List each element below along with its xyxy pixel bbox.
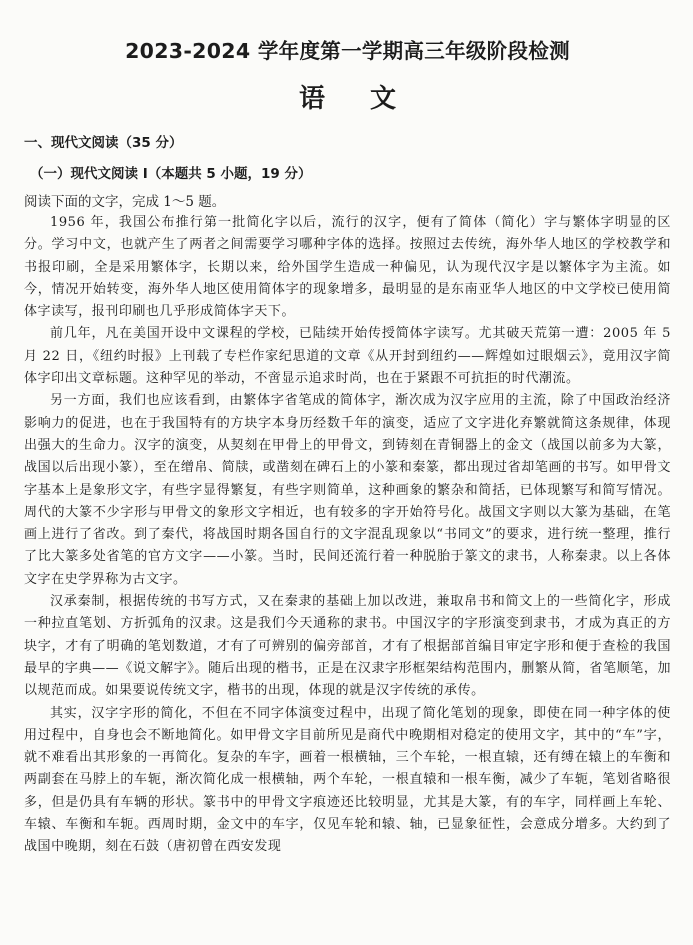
passage-paragraph-3: 另一方面，我们也应该看到，由繁体字省笔成的简体字，渐次成为汉字应用的主流，除了中国政治经济影响力的促进，也在于我国特有的方块字本身历经数千年的演变，适应了文字进化弃繁就简这条规律，体现出强大的生命力。汉字的演变，从契刻在甲骨上的甲骨文，到铸刻在青铜器上的金文（战国以前多为大篆，战国以后出现小篆），至在缯帛、简牍，或凿刻在碑石上的小篆和秦篆，都出现过省却笔画的书写。如甲骨文字基本上是象形文字，有些字显得繁复，有些字则简单，这种画象的繁杂和简括，已体现繁写和简写情况。周代的大篆不少字形与甲骨文的象形文字相近，也有较多的字开始符号化。战国文字则以大篆为基础，在笔画上进行了省改。到了秦代，将战国时期各国自行的文字混乱现象以“书同文”的要求，进行统一整理，推行了比大篆多处省笔的官方文字——小篆。当时，民间还流行着一种脱胎于篆文的隶书，人称秦隶。以上各体文字在史学界称为古文字。 — [24, 393, 671, 587]
passage-paragraph-1: 1956 年，我国公布推行第一批简化字以后，流行的汉字，便有了简体（简化）字与繁体字明显的区分。学习中文，也就产生了两者之间需要学习哪种字体的选择。按照过去传统，海外华人地区的学校教学和书报印刷，全是采用繁体字，长期以来，给外国学生造成一种偏见，认为现代汉字是以繁体字为主流。如今，情况开始转变，海外华人地区使用简体字的现象增多，最明显的是东南亚华人地区的中文学校已使用简体字读写，报刊印刷也几乎形成简体字天下。 — [24, 215, 671, 320]
subsection-heading: （一）现代文阅读 I（本题共 5 小题，19 分） — [30, 166, 312, 182]
section-heading: 一、现代文阅读（35 分） — [24, 135, 183, 151]
passage-paragraph-5: 其实，汉字字形的简化，不但在不同字体演变过程中，出现了简化笔划的现象，即使在同一种字体的使用过程中，自身也会不断地简化。如甲骨文字目前所见是商代中晚期相对稳定的使用文字，其中的“车”字，就不难看出其形象的一再简化。复杂的车字，画着一根横轴，三个车轮，一根直辕，还有缚在辕上的车衡和两副套在马脖上的车轭，渐次简化成一根横轴，两个车轮，一根直辕和一根车衡，减少了车轭，笔划省略很多，但是仍具有车辆的形状。篆书中的甲骨文字痕迹还比较明显，尤其是大篆，有的车字，同样画上车轮、车辕、车衡和车轭。西周时期，金文中的车字，仅见车轮和辕、轴，已显象征性，会意成分增多。大约到了战国中晚期，刻在石鼓（唐初曾在西安发现 — [24, 705, 671, 855]
passage-paragraph-2: 前几年，凡在美国开设中文课程的学校，已陆续开始传授简体字读写。尤其破天荒第一遭：2005 年 5 月 22 日，《纽约时报》上刊载了专栏作家纪思道的文章《从开封到纽约——辉煌如过眼烟云》，竟用汉字简体字印出文章标题。这种罕见的举动，不啻显示追求时尚，也在于紧跟不可抗拒的时代潮流。 — [24, 326, 671, 387]
reading-instruction: 阅读下面的文字，完成 1～5 题。 — [24, 194, 226, 210]
subject-title: 语 文 — [298, 84, 415, 114]
exam-title: 2023-2024 学年度第一学期高三年级阶段检测 — [125, 39, 570, 63]
passage-paragraph-4: 汉承秦制，根据传统的书写方式，又在秦隶的基础上加以改进，兼取帛书和简文上的一些简化字，形成一种拉直笔划、方折弧角的汉隶。这是我们今天通称的隶书。中国汉字的字形演变到隶书，才成为真正的方块字，才有了明确的笔划数道，才有了可辨别的偏旁部首，才有了根据部首编目审定字形和便于查检的我国最早的字典——《说文解字》。随后出现的楷书，正是在汉隶字形框架结构范围内，删繁从简，省笔顺笔，加以规范而成。如果要说传统文字，楷书的出现，体现的就是汉字传统的承传。 — [24, 594, 671, 699]
